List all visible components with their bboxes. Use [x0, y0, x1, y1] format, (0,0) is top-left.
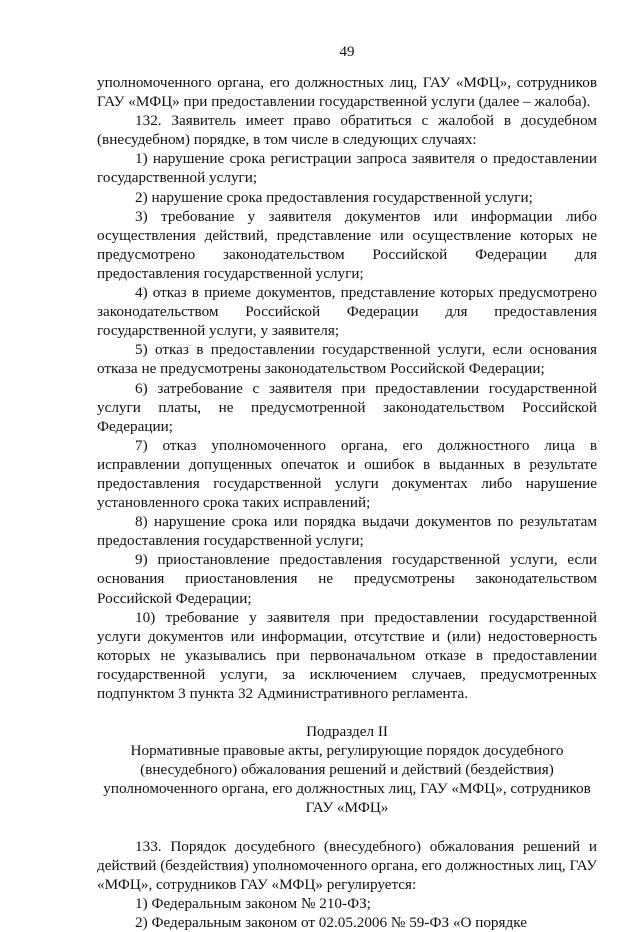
law-item-2: 2) Федеральным законом от 02.05.2006 № 59-ФЗ «О порядке: [135, 913, 527, 931]
list-item-6: 6) затребование с заявителя при предоставлении государственной услуги платы, не предусмотренной законодательством Российской Федерации;: [97, 379, 597, 435]
list-item-4: 4) отказ в приеме документов, представление которых предусмотрено законодательством Российской Федерации для предоставления государственной услуги, у заявителя;: [97, 284, 597, 340]
subsection-label: Подраздел II: [306, 723, 388, 741]
page-number: 49: [339, 44, 355, 60]
list-item-1: 1) нарушение срока регистрации запроса заявителя о предоставлении государственной услуги;: [97, 150, 597, 187]
paragraph-133: 133. Порядок досудебного (внесудебного) обжалования решений и действий (бездействия) уполномоченного органа, его должностных лиц, ГАУ «МФЦ», сотрудников ГАУ «МФЦ» регулируется:: [97, 837, 597, 893]
subsection-title: Нормативные правовые акты, регулирующие порядок досудебного (внесудебного) обжалования решений и действий (бездействия) уполномоченного органа, его должностных лиц, ГАУ «МФЦ», сотрудников ГАУ «МФЦ»: [103, 742, 591, 817]
list-item-10: 10) требование у заявителя при предоставлении государственной услуги документов или информации, отсутствие и (или) недостоверность которых не указывались при первоначальном отказе в предоставлении государственной услуги, за исключением случаев, предусмотренных подпунктом 3 пункта 32 Административного регламента.: [97, 608, 597, 702]
paragraph-132: 132. Заявитель имеет право обратиться с жалобой в досудебном (внесудебном) порядке, в том числе в следующих случаях:: [97, 112, 597, 149]
paragraph-continuation: уполномоченного органа, его должностных лиц, ГАУ «МФЦ», сотрудников ГАУ «МФЦ» при предоставлении государственной услуги (далее – жалоба).: [97, 74, 597, 111]
law-item-1: 1) Федеральным законом № 210-ФЗ;: [135, 894, 371, 912]
list-item-5: 5) отказ в предоставлении государственной услуги, если основания отказа не предусмотрены законодательством Российской Федерации;: [97, 341, 597, 378]
subsection-heading: [97, 722, 597, 817]
list-item-2: 2) нарушение срока предоставления государственной услуги;: [135, 188, 533, 206]
list-item-9: 9) приостановление предоставления государственной услуги, если основания приостановления не предусмотрены законодательством Российской Федерации;: [97, 551, 597, 607]
document-body: [97, 73, 597, 932]
list-item-3: 3) требование у заявителя документов или информации либо осуществления действий, представление или осуществление которых не предусмотрено законодательством Российской Федерации для предоставления государственной услуги;: [97, 207, 597, 282]
list-item-8: 8) нарушение срока или порядка выдачи документов по результатам предоставления государственной услуги;: [97, 513, 597, 550]
list-item-7: 7) отказ уполномоченного органа, его должностного лица в исправлении допущенных опечаток и ошибок в выданных в результате предоставления государственной услуги документах либо нарушение установленного срока таких исправлений;: [97, 436, 597, 512]
